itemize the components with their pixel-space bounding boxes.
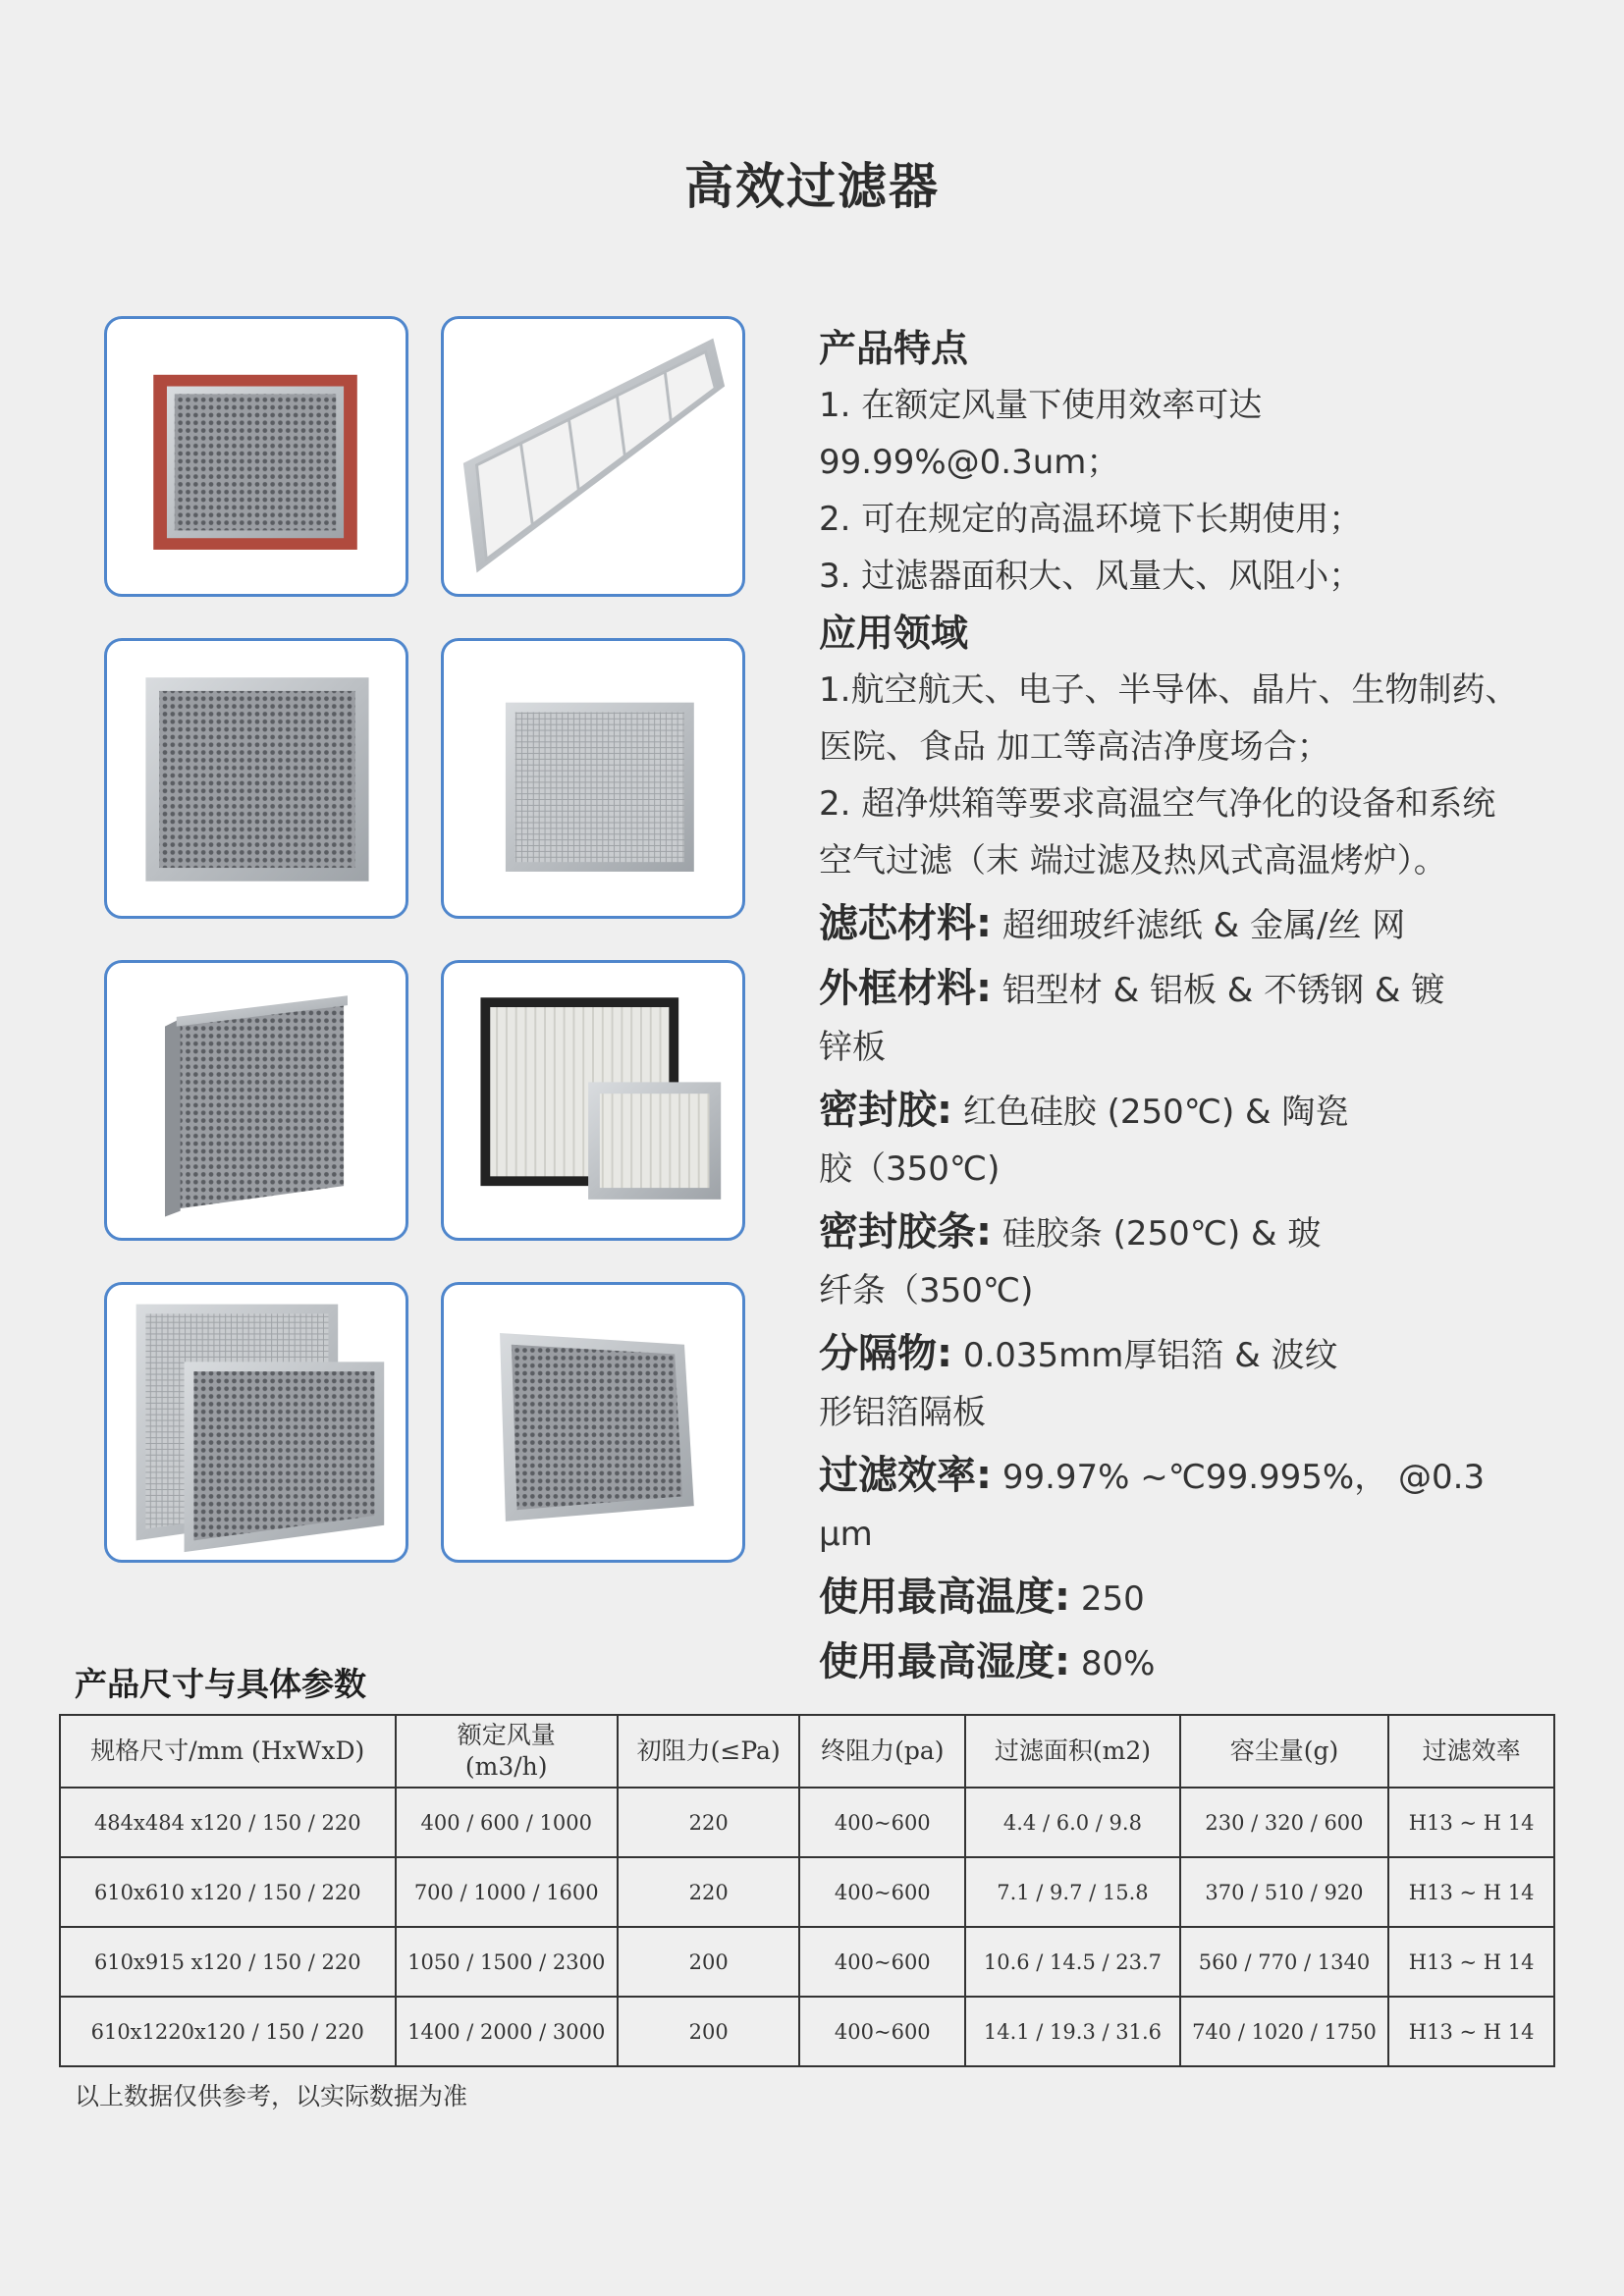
spec-label: 使用最高湿度: [819,1639,1070,1684]
table-cell: 200 [618,1997,800,2066]
params-table [59,1714,1555,2067]
filter-photo-hepa-pair [441,960,745,1241]
filter-photo-grid-panel [441,316,745,597]
table-cell: 200 [618,1927,800,1997]
spec-line [819,895,1526,954]
footnote: 以上数据仅供参考，以实际数据为准 [75,2082,468,2110]
spec-line [819,1262,1526,1319]
spec-label: 使用最高温度: [819,1575,1070,1620]
spec-line [819,960,1526,1019]
table-cell: 400~600 [799,1997,965,2066]
table-cell: H13 ~ H 14 [1388,1927,1554,1997]
table-cell: 370 / 510 / 920 [1180,1857,1389,1927]
table-row [60,1857,1554,1927]
spec-line [819,1633,1526,1692]
spec-line [819,1325,1526,1384]
table-row [60,1997,1554,2066]
table-cell: H13 ~ H 14 [1388,1788,1554,1857]
page-title: 高效过滤器 [684,158,940,215]
spec-line [819,1569,1526,1628]
application-line: 2. 超净烘箱等要求高温空气净化的设备和系统 [819,784,1496,824]
spec-value: 0.035mm厚铝箔 & 波纹 [962,1336,1338,1375]
filter-photo-white-media [441,638,745,919]
filter-photo-mesh-frame [104,638,408,919]
filter-photo-red-gasket [104,316,408,597]
spec-line [819,1141,1526,1198]
spec-value: 超细玻纤滤纸 & 金属/丝 网 [1001,906,1406,945]
spec-value: 红色硅胶 (250℃) & 陶瓷 [962,1093,1349,1132]
column-header: 容尘量(g) [1180,1715,1389,1788]
filter-photo-metal-mesh [441,1282,745,1563]
table-cell: 400 / 600 / 1000 [396,1788,618,1857]
table-cell: 4.4 / 6.0 / 9.8 [965,1788,1180,1857]
spec-value: 80% [1080,1644,1156,1683]
spec-label: 滤芯材料: [819,901,992,946]
spec-value: 250 [1080,1579,1145,1619]
table-cell: 230 / 320 / 600 [1180,1788,1389,1857]
spec-label: 外框材料: [819,966,992,1011]
spec-label: 密封胶: [819,1088,952,1133]
spec-value: 99.97% ~℃99.995%， @0.3 μm [819,1458,1486,1554]
spec-label: 密封胶条: [819,1209,992,1255]
spec-value: 硅胶条 (250℃) & 玻 [1001,1214,1322,1254]
spec-value: 形铝箔隔板 [819,1393,986,1432]
table-cell: 220 [618,1788,800,1857]
filter-photo-deep-frame [104,960,408,1241]
features-block [819,320,1526,1692]
spec-line [819,1384,1526,1441]
table-cell: 700 / 1000 / 1600 [396,1857,618,1927]
feature-item: 2. 可在规定的高温环境下长期使用； [819,500,1363,539]
table-row [60,1788,1554,1857]
filter-photo-stacked-panels [104,1282,408,1563]
spec-value: 锌板 [819,1028,886,1067]
application-line: 医院、食品 加工等高洁净度场合； [819,727,1330,767]
spec-value: 纤条（350℃) [819,1271,1034,1310]
table-cell: 740 / 1020 / 1750 [1180,1997,1389,2066]
column-header: 过滤面积(m2) [965,1715,1180,1788]
table-cell: 7.1 / 9.7 / 15.8 [965,1857,1180,1927]
features-heading: 产品特点 [819,327,969,370]
table-row [60,1927,1554,1997]
table-cell: 10.6 / 14.5 / 23.7 [965,1927,1180,1997]
table-cell: 220 [618,1857,800,1927]
feature-item: 1. 在额定风量下使用效率可达99.99%@0.3um； [819,386,1263,482]
column-header: 初阻力(≤Pa) [618,1715,800,1788]
table-cell: 400~600 [799,1788,965,1857]
table-cell: 1050 / 1500 / 2300 [396,1927,618,1997]
spec-value: 胶（350℃) [819,1149,1001,1189]
table-cell: 484x484 x120 / 150 / 220 [60,1788,396,1857]
table-cell: 14.1 / 19.3 / 31.6 [965,1997,1180,2066]
table-cell: 400~600 [799,1927,965,1997]
table-cell: H13 ~ H 14 [1388,1857,1554,1927]
table-cell: 560 / 770 / 1340 [1180,1927,1389,1997]
applications-heading: 应用领域 [819,612,969,655]
column-header: 终阻力(pa) [799,1715,965,1788]
feature-item: 3. 过滤器面积大、风量大、风阻小； [819,557,1363,596]
column-header: 规格尺寸/mm (HxWxD) [60,1715,396,1788]
table-cell: 610x610 x120 / 150 / 220 [60,1857,396,1927]
application-line: 空气过滤（末 端过滤及热风式高温烤炉）。 [819,841,1447,881]
application-line: 1.航空航天、电子、半导体、晶片、生物制药、 [819,670,1519,710]
params-heading: 产品尺寸与具体参数 [75,1665,366,1703]
spec-line [819,1082,1526,1141]
spec-line [819,1019,1526,1076]
table-cell: 400~600 [799,1857,965,1927]
spec-label: 分隔物: [819,1331,952,1376]
table-cell: 1400 / 2000 / 3000 [396,1997,618,2066]
column-header: 额定风量 (m3/h) [396,1715,618,1788]
table-cell: H13 ~ H 14 [1388,1997,1554,2066]
spec-line [819,1203,1526,1262]
spec-label: 过滤效率: [819,1453,992,1498]
column-header: 过滤效率 [1388,1715,1554,1788]
table-cell: 610x1220x120 / 150 / 220 [60,1997,396,2066]
table-cell: 610x915 x120 / 150 / 220 [60,1927,396,1997]
spec-value: 铝型材 & 铝板 & 不锈钢 & 镀 [1001,971,1445,1010]
spec-line [819,1447,1526,1563]
